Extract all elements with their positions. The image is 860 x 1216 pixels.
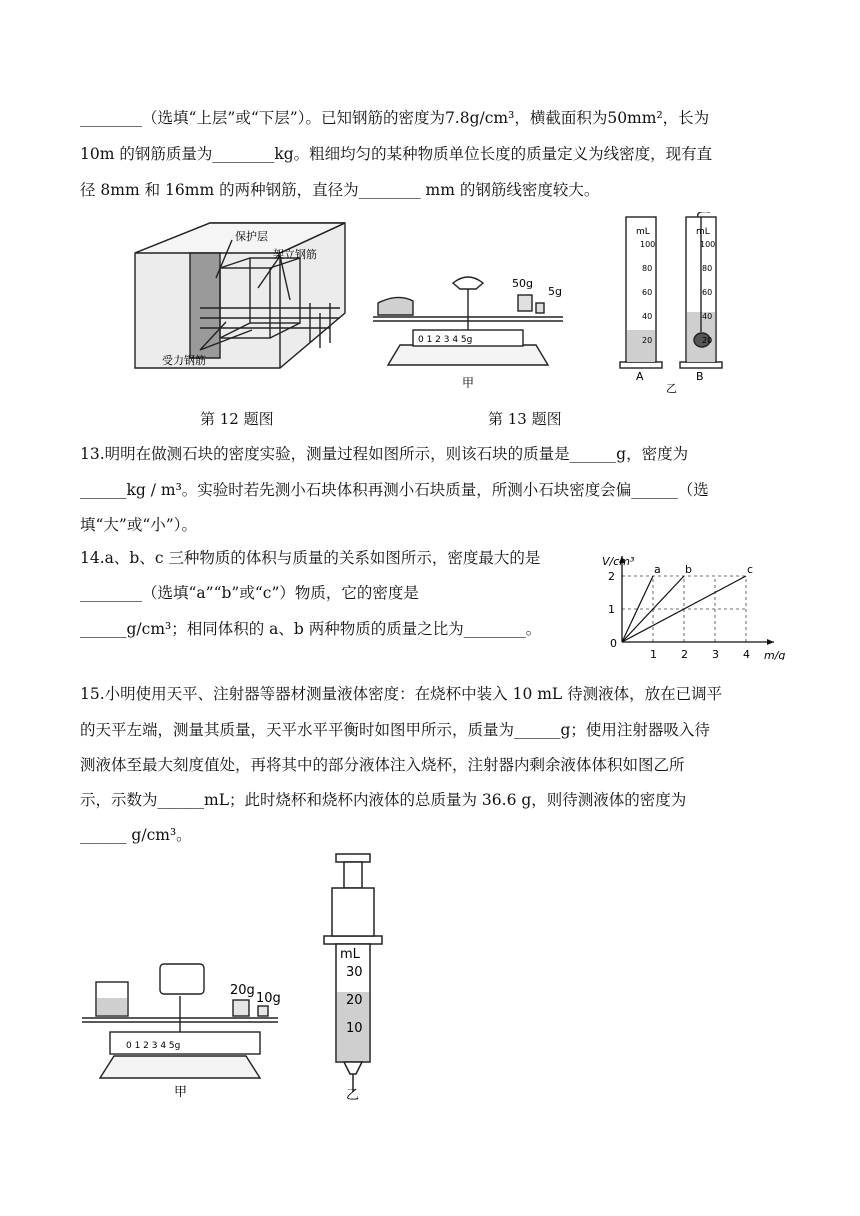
cyl-b-tick: 20: [702, 336, 713, 345]
q13-line-1: 13.明明在做测石块的密度实验，测量过程如图所示，则该石块的质量是______g，密度为: [80, 445, 689, 463]
q15-line-2: 的天平左端，测量其质量，天平水平平衡时如图甲所示，质量为______g；使用注射器吸入待: [80, 721, 710, 739]
q14-line-2: ________（选填“a”“b”或“c”）物质，它的密度是: [80, 584, 419, 602]
series-label-b: b: [685, 563, 692, 576]
syringe-unit: mL: [340, 947, 360, 962]
syringe-tick: 20: [346, 993, 363, 1008]
fig-jia-label: 甲: [462, 376, 475, 390]
x-tick-label: 3: [712, 648, 719, 660]
cyl-b-tick: 60: [702, 288, 713, 297]
label-frame-rebar: 架立钢筋: [273, 248, 317, 261]
cyl-b-unit: mL: [696, 227, 710, 237]
q14-line-1: 14.a、b、c 三种物质的体积与质量的关系如图所示，密度最大的是: [80, 549, 541, 567]
syringe-tick: 10: [346, 1021, 363, 1036]
q13-balance-figure: [368, 265, 568, 390]
q13-line-3: 填“大”或“小”）。: [80, 516, 197, 534]
q15-line-5: ______ g/cm³。: [80, 826, 192, 844]
fig-yi-label: 乙: [346, 1088, 360, 1102]
y-tick-label: 1: [608, 603, 615, 616]
weight-50g-label: 50g: [512, 277, 533, 290]
q15-line-1: 15.小明使用天平、注射器等器材测量液体密度：在烧杯中装入 10 mL 待测液体，放在已调平: [80, 685, 723, 703]
y-tick-label: 2: [608, 570, 615, 583]
q12-line-2: 10m 的钢筋质量为________kg。粗细均匀的某种物质单位长度的质量定义为线密度，现有直: [80, 145, 713, 163]
cyl-a-tick: 100: [640, 240, 656, 249]
cyl-b-tick: 100: [700, 240, 716, 249]
weight-5g-label: 5g: [548, 285, 562, 298]
series-label-a: a: [654, 563, 661, 576]
cyl-a-tick: 20: [642, 336, 653, 345]
cyl-a-unit: mL: [636, 227, 650, 237]
rebar-figure: [130, 218, 360, 378]
q13-cylinders-figure: [618, 212, 728, 394]
x-axis-arrow-icon: [767, 639, 774, 645]
q15-syringe-figure: [318, 852, 388, 1102]
q12-line-3: 径 8mm 和 16mm 的两种钢筋，直径为________ mm 的钢筋线密度较大。: [80, 181, 600, 199]
balance-scale-label: 0 1 2 3 4 5g: [418, 335, 473, 345]
weight-20g-label: 20g: [230, 983, 255, 998]
fig-yi-label: 乙: [666, 382, 677, 394]
cyl-b-tick: 80: [702, 264, 713, 273]
cyl-b-tick: 40: [702, 312, 713, 321]
weight-10g-label: 10g: [256, 991, 280, 1006]
y-axis-label: V/cm³: [602, 555, 635, 568]
balance-scale-label: 0 1 2 3 4 5g: [126, 1041, 181, 1051]
fig-jia-label: 甲: [174, 1085, 188, 1100]
q15-line-4: 示，示数为______mL；此时烧杯和烧杯内液体的总质量为 36.6 g，则待测液体的密度为: [80, 791, 687, 809]
x-tick-label: 1: [650, 648, 657, 660]
cyl-b-label: B: [696, 370, 704, 383]
x-tick-label: 2: [681, 648, 688, 660]
label-force-rebar: 受力钢筋: [162, 354, 206, 367]
q12-line-1: ________（选填“上层”或“下层”）。已知钢筋的密度为7.8g/cm³，横截面积为50mm²，长为: [80, 109, 710, 127]
x-axis-label: m/g: [764, 649, 786, 660]
syringe-tick: 30: [346, 965, 363, 980]
caption-q13: 第 13 题图: [488, 410, 562, 428]
caption-q12: 第 12 题图: [200, 410, 274, 428]
x-tick-label: 4: [743, 648, 750, 660]
series-label-c: c: [747, 563, 754, 576]
q14-chart: [588, 538, 788, 660]
cyl-a-tick: 80: [642, 264, 653, 273]
origin-label: 0: [610, 637, 617, 650]
q15-line-3: 测液体至最大刻度值处，再将其中的部分液体注入烧杯，注射器内剩余液体体积如图乙所: [80, 756, 685, 774]
q13-line-2: ______kg / m³。实验时若先测小石块体积再测小石块质量，所测小石块密度会偏______（选: [80, 481, 709, 499]
q15-balance-figure: [80, 960, 280, 1100]
cyl-a-tick: 60: [642, 288, 653, 297]
q14-line-3: ______g/cm³；相同体积的 a、b 两种物质的质量之比为________。: [80, 620, 542, 638]
cyl-a-tick: 40: [642, 312, 653, 321]
label-protect-layer: 保护层: [235, 230, 268, 243]
cyl-a-label: A: [636, 370, 644, 383]
